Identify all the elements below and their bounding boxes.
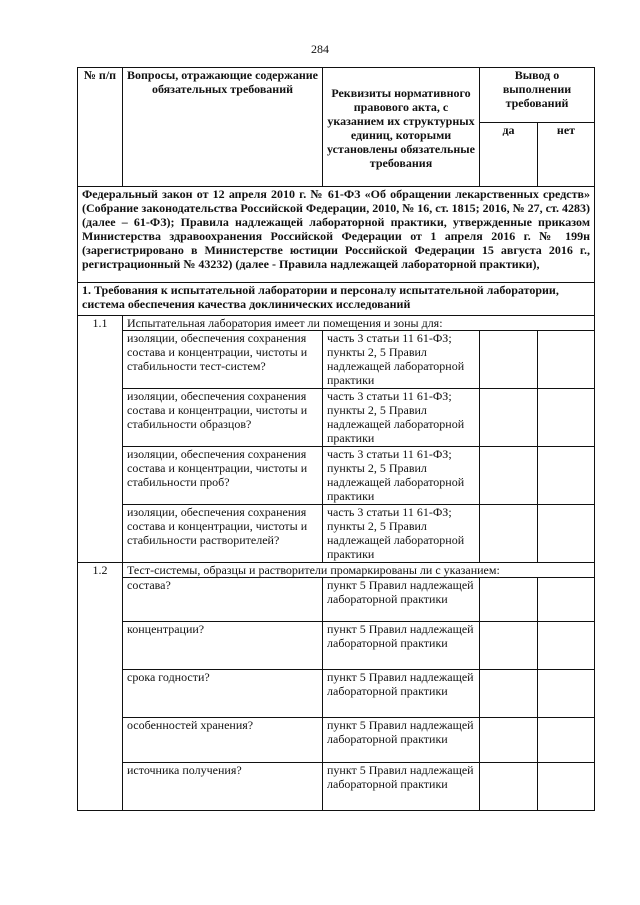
yes-cell[interactable] xyxy=(480,389,538,447)
yes-cell[interactable] xyxy=(480,622,538,670)
reference-cell: пункт 5 Правил надлежащей лабораторной практики xyxy=(323,718,480,763)
question-cell: состава? xyxy=(123,578,323,622)
page-number: 284 xyxy=(311,42,329,56)
no-cell[interactable] xyxy=(538,763,595,811)
law-text: Федеральный закон от 12 апреля 2010 г. № 61-ФЗ «Об обращении лекарственных средств» (Собрание законодательства Российской Федерации, 2010, № 16, ст. 1815; 2016, № 27, ст. 4283) (далее – 61-ФЗ); Правила надлежащей лабораторной практики, утвержденные приказом Министерства здравоохранения Российской Федерации от 1 апреля 2016 г. № 199н (зарегистрировано в Министерстве юстиции Российской Федерации 15 августа 2016 г., регистрационный № 43232) (далее - Правила надлежащей лабораторной практики), xyxy=(78,187,595,283)
no-cell[interactable] xyxy=(538,389,595,447)
yes-cell[interactable] xyxy=(480,447,538,505)
question-cell: изоляции, обеспечения сохранения состава и концентрации, чистоты и стабильности тест-систем? xyxy=(123,331,323,389)
yes-cell[interactable] xyxy=(480,670,538,718)
group-title: Тест-системы, образцы и растворители промаркированы ли с указанием: xyxy=(123,563,595,578)
group-title: Испытательная лаборатория имеет ли помещения и зоны для: xyxy=(123,316,595,331)
header-no: нет xyxy=(538,123,595,187)
yes-cell[interactable] xyxy=(480,763,538,811)
section-row xyxy=(78,283,595,316)
table-row xyxy=(78,331,595,389)
reference-cell: часть 3 статьи 11 61-ФЗ; пункты 2, 5 Правил надлежащей лабораторной практики xyxy=(323,447,480,505)
group-number: 1.2 xyxy=(78,563,123,811)
yes-cell[interactable] xyxy=(480,331,538,389)
table-row xyxy=(78,447,595,505)
header-yes: да xyxy=(480,123,538,187)
reference-cell: пункт 5 Правил надлежащей лабораторной практики xyxy=(323,763,480,811)
requirements-table xyxy=(77,67,595,811)
header-number: № п/п xyxy=(78,68,123,187)
reference-cell: часть 3 статьи 11 61-ФЗ; пункты 2, 5 Правил надлежащей лабораторной практики xyxy=(323,331,480,389)
table-row xyxy=(78,578,595,622)
no-cell[interactable] xyxy=(538,670,595,718)
table-row xyxy=(78,389,595,447)
question-cell: изоляции, обеспечения сохранения состава и концентрации, чистоты и стабильности растворителей? xyxy=(123,505,323,563)
question-cell: срока годности? xyxy=(123,670,323,718)
table-row xyxy=(78,763,595,811)
section-title: 1. Требования к испытательной лаборатории и персоналу испытательной лаборатории, система обеспечения качества доклинических исследований xyxy=(78,283,595,316)
header-row xyxy=(78,68,595,123)
no-cell[interactable] xyxy=(538,505,595,563)
reference-cell: пункт 5 Правил надлежащей лабораторной практики xyxy=(323,578,480,622)
question-cell: изоляции, обеспечения сохранения состава и концентрации, чистоты и стабильности образцов? xyxy=(123,389,323,447)
no-cell[interactable] xyxy=(538,578,595,622)
question-cell: особенностей хранения? xyxy=(123,718,323,763)
header-questions: Вопросы, отражающие содержание обязательных требований xyxy=(123,68,323,187)
question-cell: концентрации? xyxy=(123,622,323,670)
law-row xyxy=(78,187,595,283)
question-cell: источника получения? xyxy=(123,763,323,811)
no-cell[interactable] xyxy=(538,331,595,389)
reference-cell: пункт 5 Правил надлежащей лабораторной практики xyxy=(323,670,480,718)
reference-cell: часть 3 статьи 11 61-ФЗ; пункты 2, 5 Правил надлежащей лабораторной практики xyxy=(323,389,480,447)
question-cell: изоляции, обеспечения сохранения состава и концентрации, чистоты и стабильности проб? xyxy=(123,447,323,505)
reference-cell: часть 3 статьи 11 61-ФЗ; пункты 2, 5 Правил надлежащей лабораторной практики xyxy=(323,505,480,563)
header-result: Вывод о выполнении требований xyxy=(480,68,595,123)
table-row xyxy=(78,505,595,563)
reference-cell: пункт 5 Правил надлежащей лабораторной практики xyxy=(323,622,480,670)
table-row xyxy=(78,718,595,763)
header-requisites: Реквизиты нормативного правового акта, с указанием их структурных единиц, которыми установлены обязательные требования xyxy=(323,68,480,187)
yes-cell[interactable] xyxy=(480,505,538,563)
no-cell[interactable] xyxy=(538,447,595,505)
yes-cell[interactable] xyxy=(480,578,538,622)
yes-cell[interactable] xyxy=(480,718,538,763)
group-number: 1.1 xyxy=(78,316,123,563)
table-row xyxy=(78,622,595,670)
group-row xyxy=(78,563,595,578)
no-cell[interactable] xyxy=(538,718,595,763)
group-row xyxy=(78,316,595,331)
no-cell[interactable] xyxy=(538,622,595,670)
table-row xyxy=(78,670,595,718)
